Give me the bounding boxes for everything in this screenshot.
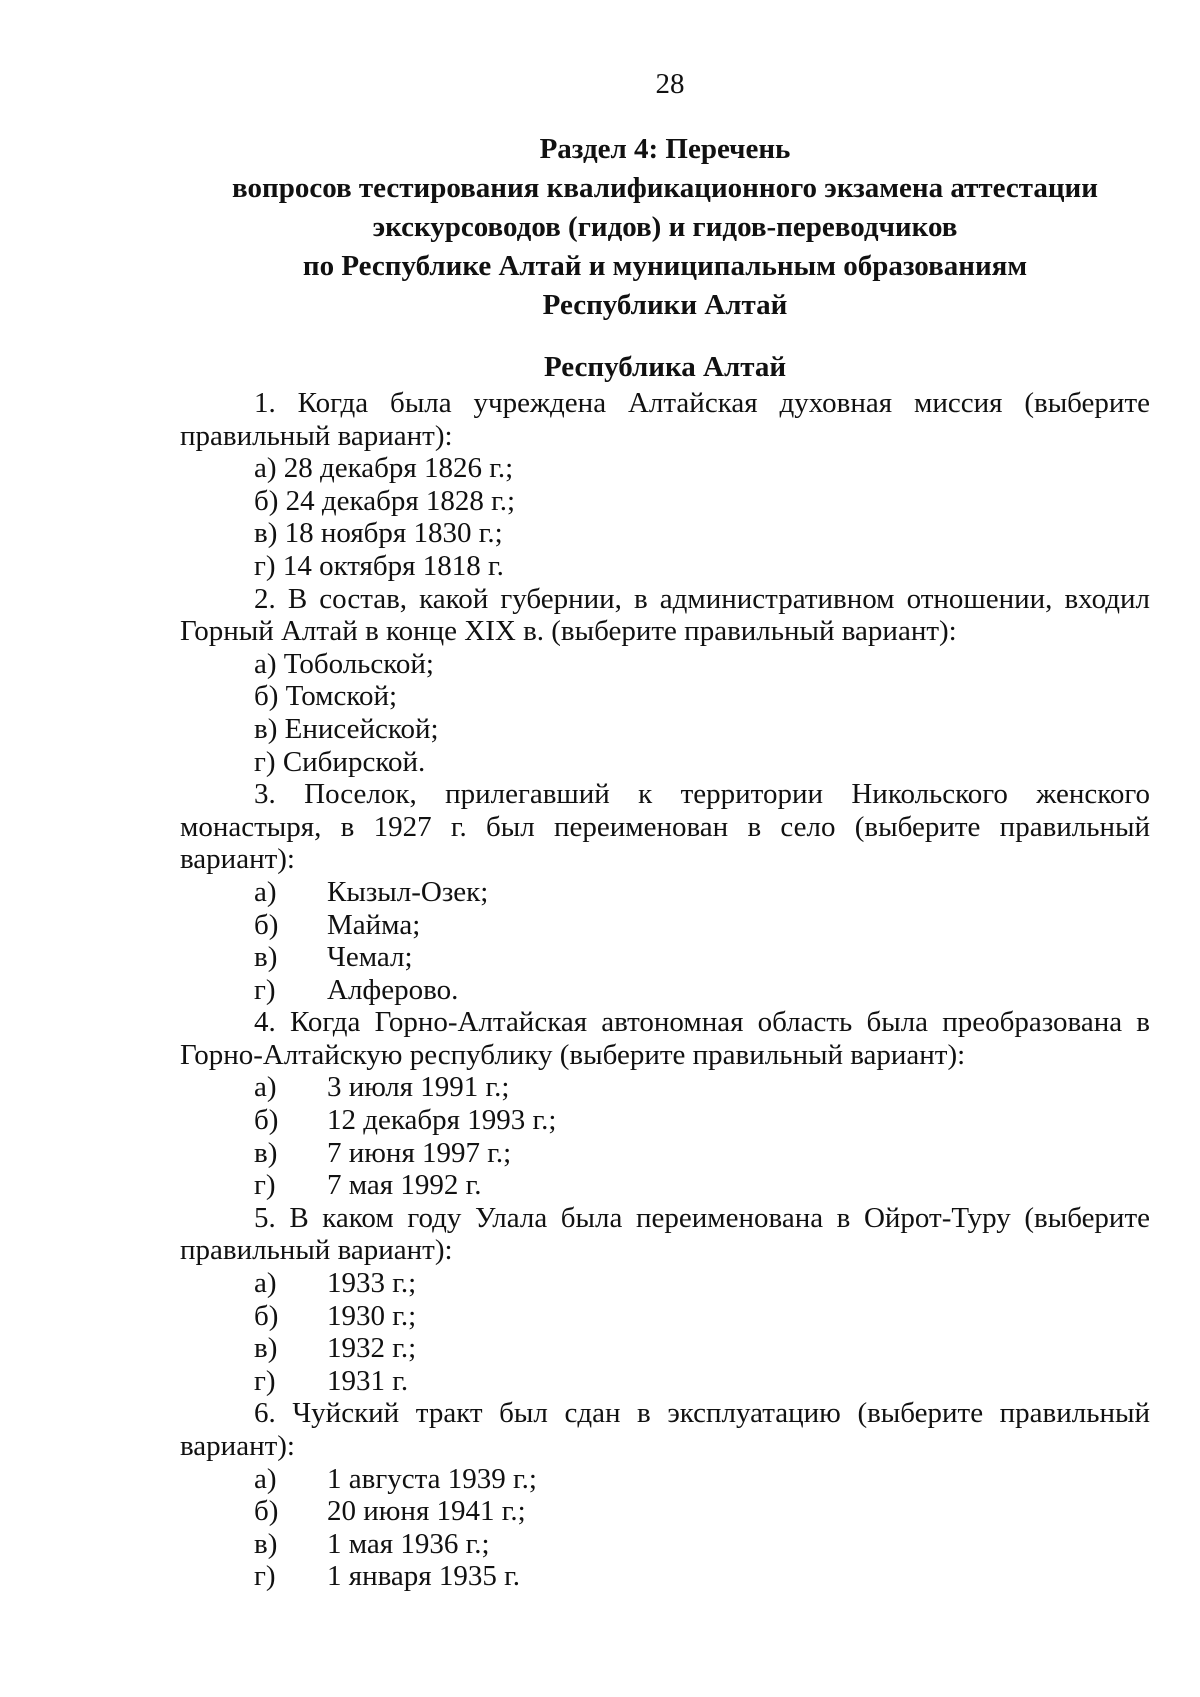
answer-option: а) 1 августа 1939 г.; — [254, 1462, 537, 1495]
answer-option: г) 1 января 1935 г. — [254, 1560, 521, 1593]
answer-option: г) 7 мая 1992 г. — [254, 1169, 482, 1202]
question-text: 5. В каком году Улала была переименована в Ойрот-Туру (выберите правильный вариант): — [180, 1201, 1150, 1267]
question-block — [180, 387, 1150, 583]
section-title-line: по Республике Алтай и муниципальным образованиям — [302, 250, 1028, 282]
answer-option: в) 1932 г.; — [254, 1332, 417, 1365]
answer-option: б) 24 декабря 1828 г.; — [254, 484, 516, 517]
section-title-line: Республики Алтай — [542, 289, 788, 321]
question-block — [180, 1202, 1150, 1398]
question-text: 6. Чуйский тракт был сдан в эксплуатацию (выберите правильный вариант): — [180, 1397, 1150, 1462]
answer-option: б) 20 июня 1941 г.; — [254, 1495, 526, 1528]
question-text: 4. Когда Горно-Алтайская автономная область была преобразована в Горно-Алтайскую республику (выберите правильный вариант): — [180, 1006, 1150, 1071]
answer-option: а) Кызыл-Озек; — [254, 875, 489, 908]
answer-option: б) 12 декабря 1993 г.; — [254, 1104, 557, 1137]
answer-option: в) 7 июня 1997 г.; — [254, 1136, 512, 1169]
answer-option: в) 1 мая 1936 г.; — [254, 1527, 490, 1560]
answer-option: а) 28 декабря 1826 г.; — [254, 452, 514, 485]
question-block — [180, 778, 1150, 1006]
answer-option: г) Сибирской. — [254, 745, 426, 778]
answer-option: б) Томской; — [254, 680, 398, 713]
question-text: 2. В состав, какой губернии, в административном отношении, входил Горный Алтай в конце XIX в. (выберите правильный вариант): — [180, 582, 1150, 648]
answer-option: в) Чемал; — [254, 941, 413, 974]
question-text: 1. Когда была учреждена Алтайская духовная миссия (выберите правильный вариант): — [180, 387, 1150, 452]
question-block — [180, 1006, 1150, 1202]
answer-option: а) 3 июля 1991 г.; — [254, 1071, 510, 1104]
section-title-line: экскурсоводов (гидов) и гидов-переводчиков — [372, 211, 958, 243]
answer-option: в) Енисейской; — [254, 712, 439, 745]
question-block — [180, 583, 1150, 779]
section-title-line: вопросов тестирования квалификационного экзамена аттестации — [232, 172, 1098, 204]
section-title-line: Раздел 4: Перечень — [539, 133, 791, 165]
answer-option: г) Алферово. — [254, 973, 459, 1006]
region-subtitle: Республика Алтай — [543, 351, 787, 383]
page-number: 28 — [655, 68, 685, 100]
answer-option: б) Майма; — [254, 908, 421, 941]
question-block — [180, 1397, 1150, 1593]
document-body — [180, 130, 1150, 1593]
question-text: 3. Поселок, прилегавший к территории Никольского женского монастыря, в 1927 г. был переименован в село (выберите правильный вариант): — [180, 778, 1150, 876]
answer-option: а) 1933 г.; — [254, 1267, 417, 1300]
answer-option: а) Тобольской; — [254, 647, 434, 680]
answer-option: в) 18 ноября 1830 г.; — [254, 517, 503, 550]
answer-option: б) 1930 г.; — [254, 1299, 417, 1332]
answer-option: г) 14 октября 1818 г. — [254, 549, 504, 582]
section-heading — [180, 130, 1150, 325]
answer-option: г) 1931 г. — [254, 1364, 409, 1397]
